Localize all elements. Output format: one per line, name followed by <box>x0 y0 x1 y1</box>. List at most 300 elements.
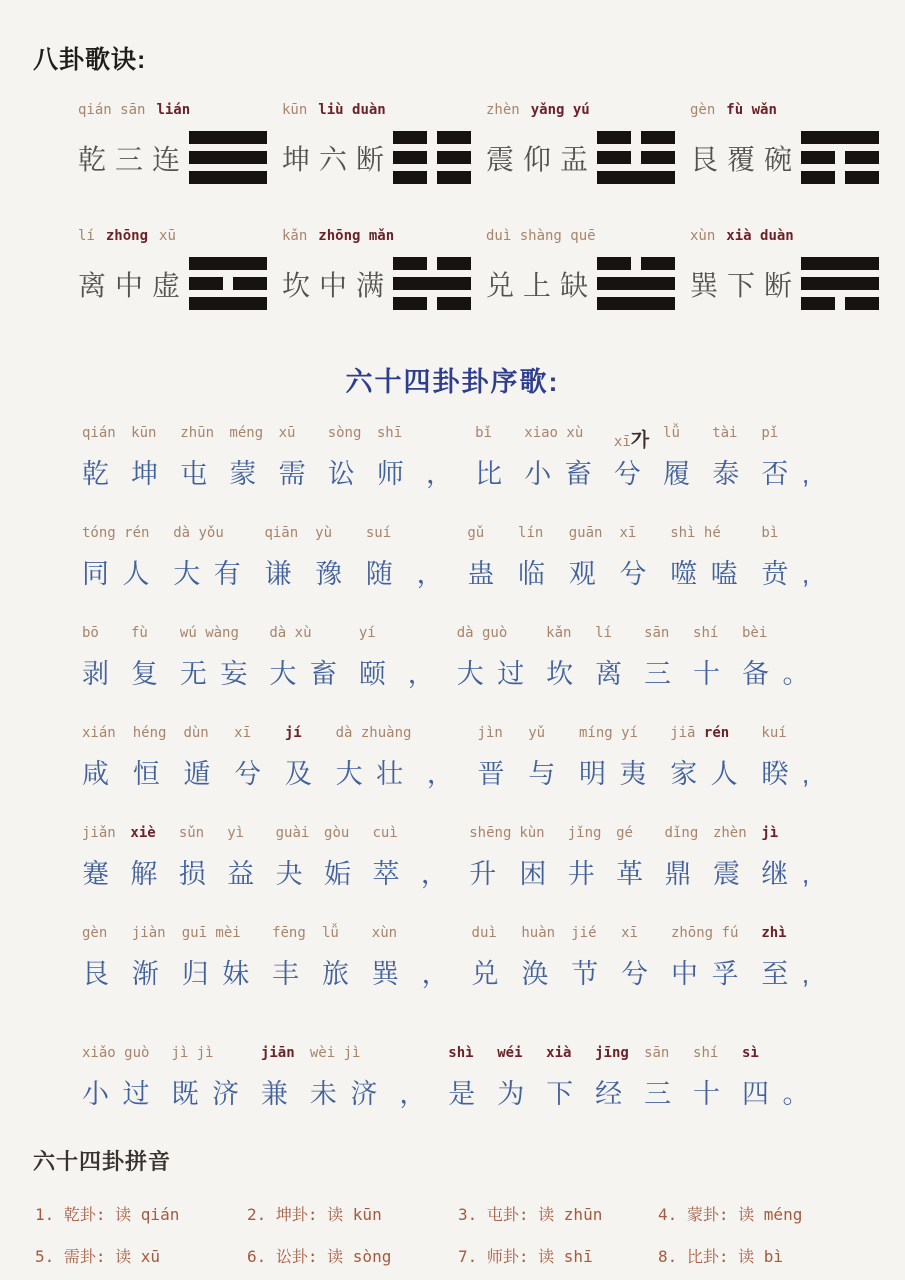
solid-line <box>597 171 675 184</box>
word-characters: 至, <box>761 959 823 989</box>
pinyin-segment: kǎn <box>282 228 308 244</box>
pinyin-segment: gèn <box>82 925 108 941</box>
line-segment <box>597 131 631 144</box>
poem-word <box>457 625 538 691</box>
poem-line-7 <box>82 1045 823 1111</box>
pinyin-segment: lí <box>595 625 612 641</box>
pinyin-segment: jí <box>284 725 302 741</box>
word-pinyin <box>82 525 149 547</box>
word-characters: 及 <box>284 759 326 789</box>
pinyin-segment: fù <box>130 625 148 641</box>
poem-word <box>82 625 123 691</box>
pinyin-segment: tài <box>712 425 738 441</box>
word-pinyin <box>524 425 583 447</box>
pinyin-segment: fù wǎn <box>726 102 777 118</box>
poem-word <box>269 625 350 691</box>
trigram-symbol-qian <box>189 131 267 184</box>
word-characters: 井 <box>567 859 609 889</box>
trigram-pinyin <box>690 228 894 248</box>
pinyin-list <box>35 1202 905 1267</box>
word-characters: 师 <box>376 459 418 489</box>
broken-line <box>801 171 879 184</box>
poem-word <box>478 725 519 791</box>
solid-line <box>597 297 675 310</box>
poem-word <box>173 525 254 591</box>
poem-word <box>229 425 270 491</box>
word-pinyin <box>132 925 166 947</box>
pinyin-segment: xī <box>613 434 631 450</box>
word-pinyin <box>180 425 214 447</box>
word-characters: ， <box>399 1079 440 1109</box>
trigram-label: 乾三连 <box>78 143 190 175</box>
trigram-row-1 <box>78 102 905 184</box>
word-characters: 三 <box>644 1079 685 1109</box>
line-segment <box>597 171 675 184</box>
word-characters: 观 <box>568 559 610 589</box>
trigram-pinyin <box>690 102 894 122</box>
word-characters: 兮 <box>613 459 655 489</box>
word-pinyin <box>469 825 511 847</box>
solid-line <box>801 277 879 290</box>
pinyin-segment: jiān <box>260 1045 295 1061</box>
word-characters: 晋 <box>477 759 519 789</box>
trigram-pinyin <box>486 102 690 122</box>
poem-word <box>336 725 417 791</box>
word-pinyin <box>621 925 638 947</box>
solid-line <box>189 297 267 310</box>
word-characters: 随 <box>365 559 407 589</box>
broken-line <box>597 257 675 270</box>
word-characters: 剥 <box>82 659 123 689</box>
poem-word <box>180 425 221 491</box>
poem-word <box>497 1045 538 1111</box>
pinyin-segment: shī <box>376 425 403 441</box>
pinyin-segment: qián sān <box>78 102 146 118</box>
word-characters: 遁 <box>183 759 224 789</box>
word-pinyin <box>644 625 669 647</box>
poem-word <box>399 1045 440 1111</box>
poem-word <box>359 625 400 691</box>
bagua-song-title: 八卦歌诀: <box>33 46 147 74</box>
poem-word <box>693 1045 734 1111</box>
pinyin-segment: xī <box>234 725 252 741</box>
poem-word <box>171 1045 252 1111</box>
word-pinyin <box>761 825 778 847</box>
line-segment <box>189 151 267 164</box>
pinyin-segment: sān <box>644 1045 670 1061</box>
poem-word <box>310 1045 391 1111</box>
word-pinyin <box>595 1045 629 1067</box>
poem-word <box>82 425 123 491</box>
poem-word <box>595 625 636 691</box>
word-characters: 兮 <box>621 959 662 989</box>
word-pinyin <box>521 925 555 947</box>
word-characters: 鼎 <box>664 859 706 889</box>
word-characters: 是 <box>448 1079 489 1109</box>
trigram-main <box>690 131 894 184</box>
solid-line <box>189 131 267 144</box>
pinyin-segment: gé <box>616 825 633 841</box>
pinyin-segment: jì jì <box>171 1045 214 1061</box>
poem-word <box>472 925 513 991</box>
poem-word <box>227 825 268 891</box>
word-characters: 经 <box>595 1079 636 1109</box>
line-segment <box>189 131 267 144</box>
word-pinyin <box>372 825 397 847</box>
word-characters: 恒 <box>132 759 174 789</box>
word-pinyin <box>595 625 612 647</box>
pinyin-segment: sān <box>644 625 670 641</box>
word-characters: 需 <box>278 459 320 489</box>
trigram-symbol-li <box>189 257 267 310</box>
line-segment <box>801 257 879 270</box>
word-pinyin <box>665 825 699 847</box>
line-segment <box>845 171 879 184</box>
word-characters: 萃 <box>372 859 413 889</box>
word-characters: 困 <box>519 859 560 889</box>
broken-line <box>189 277 267 290</box>
poem-word <box>761 925 823 991</box>
line-segment <box>189 171 267 184</box>
pinyin-list-item: 8. 比卦: 读 bì <box>658 1247 784 1266</box>
poem-line-2 <box>82 525 823 591</box>
word-pinyin <box>742 625 767 647</box>
trigram-label: 巽下断 <box>690 269 802 301</box>
word-pinyin <box>546 1045 571 1067</box>
line-segment <box>597 297 675 310</box>
pinyin-segment: shí <box>693 625 719 641</box>
word-pinyin <box>467 525 484 547</box>
trigram-main <box>282 131 486 184</box>
word-characters: 艮 <box>82 959 123 989</box>
poem-word <box>276 825 317 891</box>
word-pinyin <box>131 625 148 647</box>
poem-word <box>234 725 275 791</box>
poem-word <box>328 425 369 491</box>
line-segment <box>189 297 267 310</box>
word-characters: 革 <box>616 859 657 889</box>
pinyin-segment: huàn <box>521 925 556 941</box>
word-characters: 坎 <box>546 659 587 689</box>
word-pinyin <box>82 825 116 847</box>
word-characters: 备。 <box>741 659 823 689</box>
word-characters: 大壮 <box>335 759 417 789</box>
pinyin-segment: rén <box>703 725 730 741</box>
trigram-main <box>486 131 690 184</box>
word-pinyin <box>671 925 738 947</box>
word-characters: 大有 <box>173 559 255 589</box>
broken-line <box>801 297 879 310</box>
trigram-symbol-kan <box>393 257 471 310</box>
word-characters: 家人 <box>670 759 752 789</box>
trigram-card-kun <box>282 102 486 184</box>
word-characters: ， <box>426 759 468 789</box>
word-characters: 中孚 <box>670 959 752 989</box>
pinyin-list-item: 6. 讼卦: 读 sòng <box>247 1247 392 1266</box>
poem-word <box>761 825 823 891</box>
line-segment <box>801 151 835 164</box>
trigram-card-gen <box>690 102 894 184</box>
word-pinyin <box>272 925 306 947</box>
pinyin-segment: shì hé <box>670 525 721 541</box>
line-segment <box>801 171 835 184</box>
word-characters: 渐 <box>131 959 173 989</box>
trigram-pinyin <box>486 228 690 248</box>
trigram-pinyin <box>78 102 282 122</box>
poem-word <box>528 725 569 791</box>
poem-word <box>693 625 734 691</box>
word-pinyin <box>315 525 332 547</box>
word-characters: ， <box>425 459 467 489</box>
poem-word <box>366 525 407 591</box>
pinyin-segment: xùn <box>371 925 398 941</box>
poem-word <box>742 625 823 691</box>
trigram-label: 艮覆碗 <box>690 143 802 175</box>
pinyin-segment: gǔ <box>467 525 485 541</box>
poem-word <box>324 825 365 891</box>
pinyin-segment: guī mèi <box>181 925 241 941</box>
pinyin-segment: xùn <box>690 228 716 244</box>
poem-word <box>82 1045 163 1111</box>
word-characters: 乾 <box>82 459 123 489</box>
poem-word <box>742 1045 823 1111</box>
poem-word <box>408 625 449 691</box>
word-pinyin <box>269 625 311 647</box>
pinyin-segment: dà xù <box>269 625 312 641</box>
poem-word <box>614 425 655 491</box>
poem-line-3 <box>82 625 823 691</box>
word-pinyin <box>336 725 412 747</box>
pinyin-segment: cuì <box>372 825 398 841</box>
solid-line <box>189 171 267 184</box>
pinyin-segment: héng <box>132 725 167 741</box>
poem-line-6 <box>82 925 823 991</box>
pinyin-segment: guài <box>275 825 310 841</box>
pinyin-segment: wéi <box>497 1045 523 1061</box>
line-segment <box>845 151 879 164</box>
poem-word <box>82 825 123 891</box>
word-pinyin <box>670 525 721 547</box>
pinyin-segment: sòng <box>327 425 362 441</box>
trigram-label: 坎中满 <box>282 269 394 301</box>
pinyin-segment: zhōng fú <box>670 925 739 941</box>
word-characters: 噬嗑 <box>670 559 752 589</box>
pinyin-segment: shēng <box>469 825 512 841</box>
word-pinyin <box>328 425 362 447</box>
word-characters: 解 <box>130 859 171 889</box>
line-segment <box>189 257 267 270</box>
word-pinyin <box>372 925 397 947</box>
poem-word <box>475 425 516 491</box>
word-characters: 谦 <box>264 559 305 589</box>
word-pinyin <box>761 725 786 747</box>
pinyin-segment: shì <box>448 1045 474 1061</box>
word-characters: 姤 <box>324 859 365 889</box>
pinyin-segment: zhūn <box>180 425 214 441</box>
poem-word <box>546 625 587 691</box>
poem-word <box>568 825 609 891</box>
word-characters: 睽, <box>761 759 823 789</box>
pinyin-segment: míng yí <box>578 725 638 741</box>
word-pinyin <box>518 525 543 547</box>
word-pinyin <box>82 625 99 647</box>
poem-word <box>761 425 823 491</box>
word-characters: 大过 <box>456 659 538 689</box>
broken-line <box>393 257 471 270</box>
line-segment <box>801 297 835 310</box>
trigram-symbol-dui <box>597 257 675 310</box>
word-characters: 泰 <box>712 459 753 489</box>
poem-word <box>131 625 172 691</box>
pinyin-list-item: 7. 师卦: 读 shī <box>458 1247 593 1266</box>
trigram-card-kan <box>282 228 486 310</box>
trigram-card-qian <box>78 102 282 184</box>
pinyin-segment: lín <box>518 525 544 541</box>
word-pinyin <box>171 1045 213 1067</box>
word-pinyin <box>285 725 302 747</box>
poem-word <box>261 1045 302 1111</box>
word-characters: 屯 <box>180 459 221 489</box>
poem-word <box>82 725 123 791</box>
line-segment <box>641 257 675 270</box>
word-pinyin <box>497 1045 522 1067</box>
pinyin-segment: bǐ <box>475 425 492 441</box>
word-pinyin <box>448 1045 473 1067</box>
broken-line <box>597 131 675 144</box>
hexagram-sequence-title: 六十四卦卦序歌: <box>345 367 560 397</box>
word-characters: 明夷 <box>578 759 660 789</box>
solid-line <box>801 257 879 270</box>
word-characters: 离 <box>595 659 636 689</box>
pinyin-list-item: 4. 蒙卦: 读 méng <box>658 1205 803 1224</box>
word-pinyin <box>82 1045 149 1067</box>
pinyin-segment: yí <box>358 625 376 641</box>
solid-line <box>189 151 267 164</box>
solid-line <box>189 257 267 270</box>
pinyin-segment: jǐng <box>567 825 602 841</box>
word-pinyin <box>179 825 204 847</box>
word-characters: 小过 <box>82 1079 163 1109</box>
poem-word <box>713 825 754 891</box>
line-segment <box>641 131 675 144</box>
word-characters: 未济 <box>309 1079 391 1109</box>
pinyin-list-item: 3. 屯卦: 读 zhūn <box>458 1205 603 1224</box>
word-characters: ， <box>407 659 449 689</box>
word-characters: 十 <box>693 1079 734 1109</box>
pinyin-list-item: 1. 乾卦: 读 qián <box>35 1205 180 1224</box>
word-characters: 十 <box>693 659 734 689</box>
pinyin-segment: gòu <box>324 825 350 841</box>
poem-word <box>569 525 610 591</box>
hexagram-sequence-poem <box>82 425 823 1111</box>
word-characters: ， <box>416 559 458 589</box>
word-characters: 同人 <box>82 559 163 589</box>
word-pinyin <box>229 425 263 447</box>
pinyin-segment: xià <box>546 1045 572 1061</box>
word-pinyin <box>131 425 156 447</box>
word-pinyin <box>579 725 638 747</box>
pinyin-segment: zhì <box>761 925 787 941</box>
trigram-label: 兑上缺 <box>486 269 598 301</box>
pinyin-segment: 가 <box>630 429 650 451</box>
word-pinyin <box>234 725 251 747</box>
line-segment <box>437 131 471 144</box>
broken-line <box>597 151 675 164</box>
pinyin-segment: xiao xù <box>524 425 584 441</box>
word-pinyin <box>276 825 310 847</box>
poem-word <box>448 1045 489 1111</box>
pinyin-segment: méng <box>229 425 264 441</box>
line-segment <box>641 151 675 164</box>
word-characters: 归妹 <box>181 959 263 989</box>
poem-word <box>469 825 511 891</box>
trigram-card-li <box>78 228 282 310</box>
word-characters: 损 <box>178 859 220 889</box>
word-characters: 巽 <box>371 959 413 989</box>
word-characters: 坤 <box>131 459 172 489</box>
poem-word <box>467 525 508 591</box>
broken-line <box>393 151 471 164</box>
pinyin-segment: dǐng <box>664 825 699 841</box>
trigram-label: 震仰盂 <box>486 143 598 175</box>
word-pinyin <box>82 725 116 747</box>
poem-word <box>619 525 660 591</box>
pinyin-segment: yǎng yú <box>530 102 590 118</box>
solid-line <box>801 131 879 144</box>
pinyin-segment: bèi <box>741 625 768 641</box>
word-characters: 为 <box>497 1079 538 1109</box>
line-segment <box>597 277 675 290</box>
pinyin-segment: bì <box>761 525 779 541</box>
pinyin-segment: duì shàng quē <box>486 228 596 244</box>
pinyin-list-title: 六十四卦拼音 <box>33 1149 172 1174</box>
word-characters: ， <box>421 959 463 989</box>
poem-word <box>183 725 224 791</box>
line-segment <box>437 297 471 310</box>
word-characters: 复 <box>130 659 172 689</box>
word-pinyin <box>712 425 737 447</box>
poem-word <box>285 725 326 791</box>
pinyin-segment: yì <box>227 825 245 841</box>
word-characters: 丰 <box>272 959 313 989</box>
word-pinyin <box>644 1045 669 1067</box>
word-characters: 兮 <box>619 559 660 589</box>
poem-word <box>579 725 660 791</box>
pinyin-segment: lián <box>156 102 191 118</box>
word-characters: 蹇 <box>82 859 123 889</box>
word-characters: 兼 <box>260 1079 302 1109</box>
trigram-label: 坤六断 <box>282 143 394 175</box>
broken-line <box>393 131 471 144</box>
trigram-symbol-xun <box>801 257 879 310</box>
pinyin-segment: lǚ <box>321 925 339 941</box>
word-pinyin <box>693 1045 718 1067</box>
trigram-symbol-gen <box>801 131 879 184</box>
poem-word <box>524 425 605 491</box>
word-characters: 益 <box>227 859 268 889</box>
word-pinyin <box>180 625 239 647</box>
pinyin-segment: jiā <box>670 725 704 741</box>
word-characters: 豫 <box>315 559 356 589</box>
trigram-main <box>486 257 690 310</box>
poem-word <box>712 425 753 491</box>
word-characters: 升 <box>469 859 510 889</box>
poem-word <box>131 425 172 491</box>
word-characters: 大畜 <box>269 659 351 689</box>
line-segment <box>597 257 631 270</box>
pinyin-segment: pǐ <box>761 425 779 441</box>
poem-word <box>264 525 305 591</box>
